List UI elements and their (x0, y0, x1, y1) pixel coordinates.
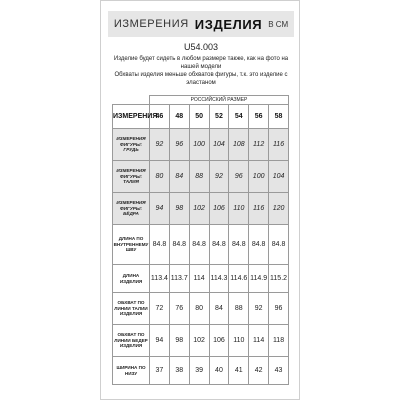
measurement-label: ИЗМЕРЕНИЯ ФИГУРЫ: БЁДРА (113, 193, 150, 225)
size-group-header-row (113, 96, 289, 105)
measurement-value: 94 (150, 193, 170, 225)
measurement-value: 116 (269, 129, 289, 161)
measurement-value: 92 (150, 129, 170, 161)
header-word-measurements: ИЗМЕРЕНИЯ (113, 18, 189, 30)
measurement-value: 98 (169, 325, 189, 357)
article-number: U54.003 (183, 42, 219, 52)
measurement-value: 98 (169, 193, 189, 225)
size-cell: 48 (169, 105, 189, 129)
size-cell: 54 (229, 105, 249, 129)
measurement-value: 43 (269, 357, 289, 385)
measurement-value: 92 (249, 293, 269, 325)
measurement-value: 96 (229, 161, 249, 193)
measurement-row (113, 161, 289, 193)
measurement-value: 84 (209, 293, 229, 325)
measurement-label: ДЛИНА ИЗДЕЛИЯ (113, 265, 150, 293)
measurement-value: 76 (169, 293, 189, 325)
measurement-value: 41 (229, 357, 249, 385)
elastane-note: Обхваты изделия меньше обхватов фигуры, т.к. это изделие с эластаном (114, 72, 288, 86)
measurement-value: 114 (249, 325, 269, 357)
measurement-value: 80 (189, 293, 209, 325)
table-corner (113, 96, 150, 105)
measurement-value: 100 (189, 129, 209, 161)
measurement-label: ОБХВАТ ПО ЛИНИИ ТАЛИИ ИЗДЕЛИЯ (113, 293, 150, 325)
measurement-value: 102 (189, 193, 209, 225)
measurement-value: 104 (209, 129, 229, 161)
header-word-garment: ИЗДЕЛИЯ (194, 16, 263, 32)
measurement-value: 84.8 (249, 225, 269, 265)
measurement-value: 37 (150, 357, 170, 385)
measurement-value: 114.9 (249, 265, 269, 293)
measurement-row (113, 265, 289, 293)
measurement-value: 84.8 (150, 225, 170, 265)
measurement-value: 112 (249, 129, 269, 161)
measurement-value: 113.7 (169, 265, 189, 293)
measurement-value: 115.2 (269, 265, 289, 293)
measurement-value: 84.8 (229, 225, 249, 265)
measurement-value: 72 (150, 293, 170, 325)
size-chart-sheet (100, 0, 300, 400)
measurement-value: 96 (269, 293, 289, 325)
size-group-header: РОССИЙСКИЙ РАЗМЕР (150, 96, 289, 105)
measurement-value: 88 (229, 293, 249, 325)
measurement-value: 84 (169, 161, 189, 193)
measurement-value: 110 (229, 193, 249, 225)
measurement-label: ОБХВАТ ПО ЛИНИИ БЕДЕР ИЗДЕЛИЯ (113, 325, 150, 357)
measurement-label: ДЛИНА ПО ВНУТРЕННЕМУ ШВУ (113, 225, 150, 265)
header-unit: В СМ (268, 19, 289, 29)
fit-note: Изделие будет сидеть в любом размере также, как на фото на нашей модели (113, 56, 289, 70)
measurement-label: ШИРИНА ПО НИЗУ (113, 357, 150, 385)
size-cell: 46 (150, 105, 170, 129)
size-cell: 58 (269, 105, 289, 129)
measurement-value: 42 (249, 357, 269, 385)
size-row (113, 105, 289, 129)
size-cell: 52 (209, 105, 229, 129)
measurement-value: 38 (169, 357, 189, 385)
measurement-label: ИЗМЕРЕНИЯ ФИГУРЫ: ГРУДЬ (113, 129, 150, 161)
measurement-row (113, 325, 289, 357)
measurement-value: 40 (209, 357, 229, 385)
measurement-value: 114.6 (229, 265, 249, 293)
size-row-label: ИЗМЕРЕНИЯ (113, 105, 150, 129)
size-table (112, 95, 289, 385)
measurement-value: 108 (229, 129, 249, 161)
measurement-value: 92 (209, 161, 229, 193)
measurement-value: 118 (269, 325, 289, 357)
measurement-row (113, 129, 289, 161)
measurement-label: ИЗМЕРЕНИЯ ФИГУРЫ: ТАЛИЯ (113, 161, 150, 193)
measurement-value: 110 (229, 325, 249, 357)
measurement-value: 94 (150, 325, 170, 357)
measurement-row (113, 225, 289, 265)
size-cell: 56 (249, 105, 269, 129)
header-banner (108, 11, 294, 37)
measurement-value: 100 (249, 161, 269, 193)
measurement-value: 113.4 (150, 265, 170, 293)
measurement-value: 120 (269, 193, 289, 225)
measurement-value: 88 (189, 161, 209, 193)
measurement-value: 114.3 (209, 265, 229, 293)
measurement-value: 96 (169, 129, 189, 161)
measurement-value: 114 (189, 265, 209, 293)
measurement-value: 80 (150, 161, 170, 193)
measurement-value: 84.8 (169, 225, 189, 265)
measurement-value: 84.8 (269, 225, 289, 265)
measurement-row (113, 193, 289, 225)
measurement-row (113, 357, 289, 385)
measurement-row (113, 293, 289, 325)
measurement-value: 84.8 (209, 225, 229, 265)
measurement-value: 104 (269, 161, 289, 193)
measurement-value: 106 (209, 325, 229, 357)
size-cell: 50 (189, 105, 209, 129)
measurement-value: 116 (249, 193, 269, 225)
measurement-value: 102 (189, 325, 209, 357)
measurement-value: 39 (189, 357, 209, 385)
measurement-value: 106 (209, 193, 229, 225)
measurement-value: 84.8 (189, 225, 209, 265)
